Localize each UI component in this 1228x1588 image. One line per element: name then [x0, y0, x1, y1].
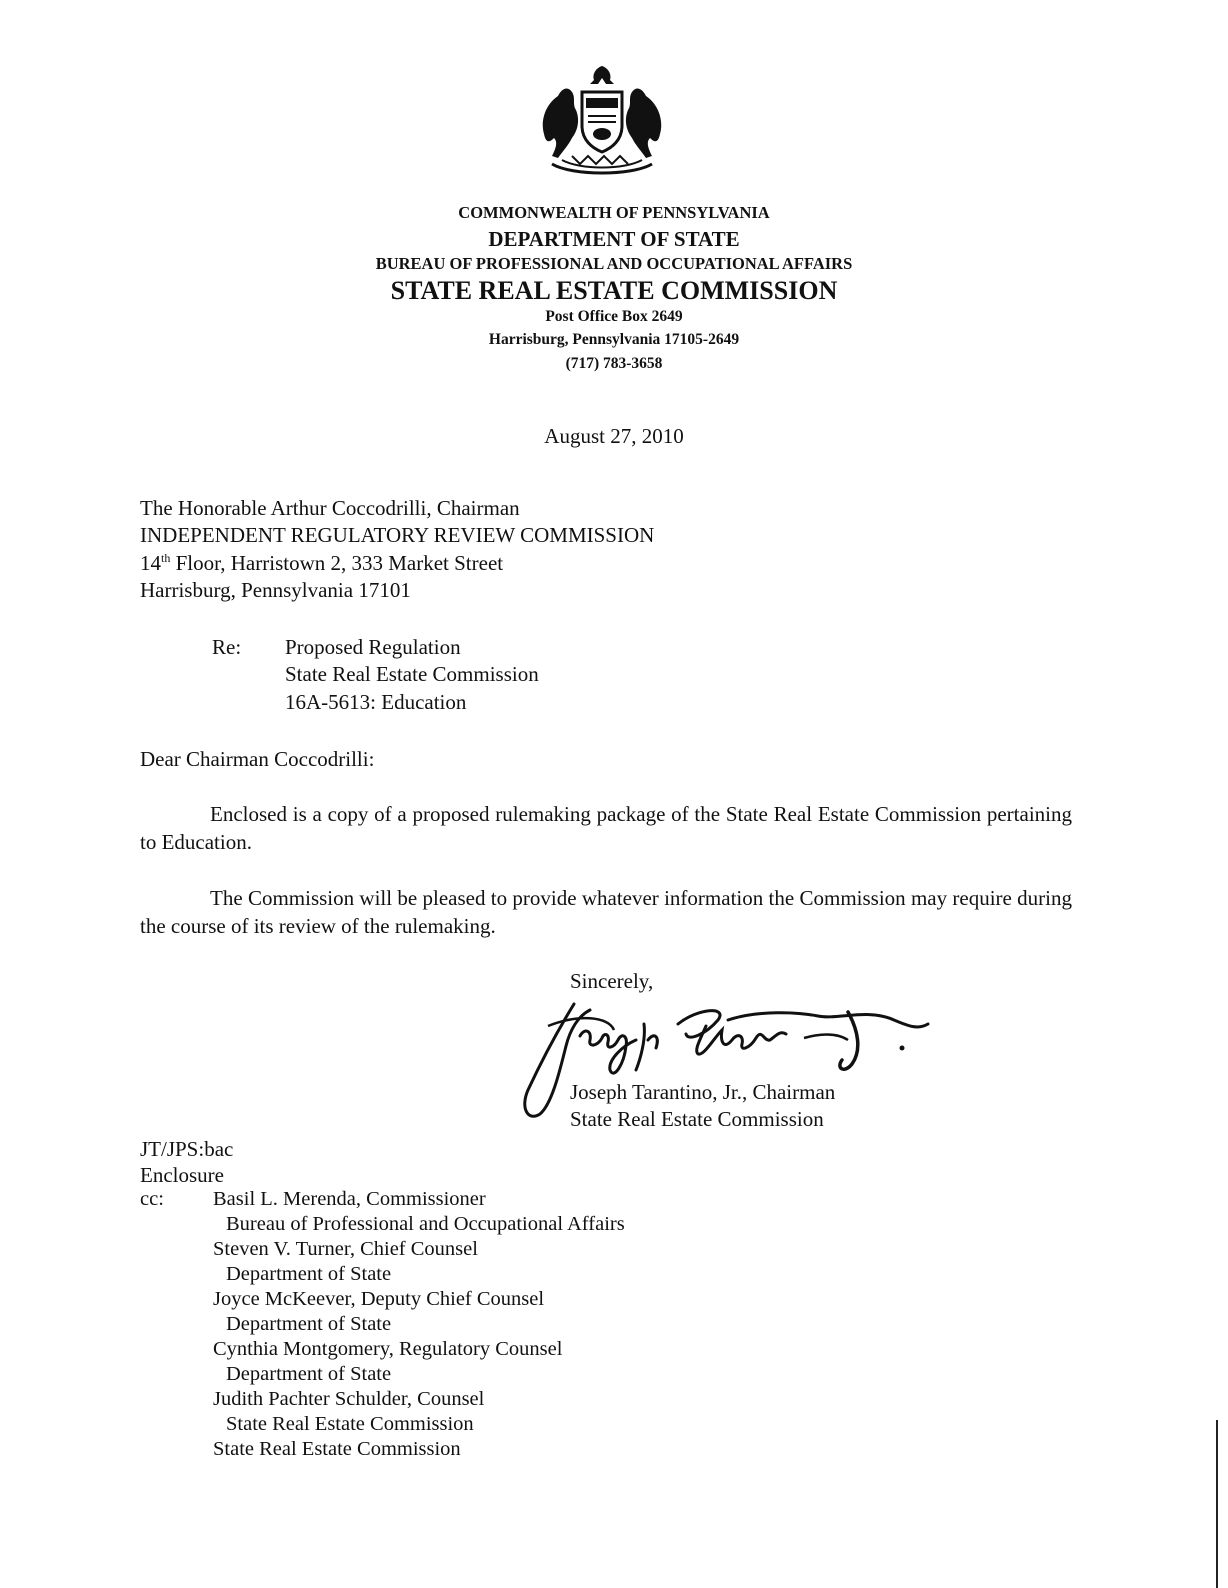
letterhead-phone: (717) 783-3658 [565, 355, 663, 372]
re-line-3: 16A-5613: Education [285, 690, 467, 714]
body-paragraph-2 [140, 884, 1072, 940]
closing: Sincerely, [570, 969, 654, 993]
signer-title: State Real Estate Commission [570, 1107, 824, 1131]
cc-org: Department of State [226, 1263, 392, 1285]
cc-org: Department of State [226, 1363, 392, 1385]
cc-name: Judith Pachter Schulder, Counsel [213, 1388, 485, 1410]
re-line-2: State Real Estate Commission [285, 662, 539, 686]
letter-date: August 27, 2010 [544, 424, 684, 448]
cc-last: State Real Estate Commission [213, 1438, 461, 1460]
re-line-1: Proposed Regulation [285, 635, 461, 659]
signer-name: Joseph Tarantino, Jr., Chairman [570, 1080, 836, 1104]
letterhead-commission: STATE REAL ESTATE COMMISSION [390, 276, 838, 305]
recipient-city: Harrisburg, Pennsylvania 17101 [140, 578, 411, 602]
recipient-address [140, 549, 503, 577]
address-superscript: th [161, 551, 171, 565]
address-number: 14 [140, 551, 161, 575]
body-paragraph-1 [140, 800, 1072, 856]
letterhead-po-box: Post Office Box 2649 [545, 308, 683, 325]
letterhead-department: DEPARTMENT OF STATE [488, 227, 740, 251]
letterhead-city: Harrisburg, Pennsylvania 17105-2649 [488, 331, 740, 348]
scan-edge-line [1216, 1420, 1218, 1588]
letterhead-commonwealth: COMMONWEALTH OF PENNSYLVANIA [458, 203, 770, 222]
typist-initials: JT/JPS:bac [140, 1137, 234, 1161]
cc-name: Steven V. Turner, Chief Counsel [213, 1238, 478, 1260]
address-street: Floor, Harristown 2, 333 Market Street [170, 551, 504, 575]
cc-name: Cynthia Montgomery, Regulatory Counsel [213, 1338, 563, 1360]
cc-label: cc: [140, 1188, 164, 1210]
cc-name: Joyce McKeever, Deputy Chief Counsel [213, 1288, 545, 1310]
cc-list [213, 1187, 625, 1462]
letterhead-bureau: BUREAU OF PROFESSIONAL AND OCCUPATIONAL AFFAIRS [375, 254, 853, 273]
recipient-name: The Honorable Arthur Coccodrilli, Chairman [140, 496, 520, 520]
cc-org: State Real Estate Commission [226, 1413, 474, 1435]
paragraph-1-text: Enclosed is a copy of a proposed rulemaking package of the State Real Estate Commission pertaining to Education. [140, 802, 1072, 854]
cc-org: Bureau of Professional and Occupational Affairs [226, 1213, 625, 1235]
enclosure-note: Enclosure [140, 1163, 224, 1187]
pennsylvania-seal-icon [532, 64, 672, 182]
cc-org: Department of State [226, 1313, 392, 1335]
cc-name: Basil L. Merenda, Commissioner [213, 1188, 486, 1210]
salutation: Dear Chairman Coccodrilli: [140, 747, 375, 771]
paragraph-2-text: The Commission will be pleased to provide whatever information the Commission may require during the course of its review of the rulemaking. [140, 886, 1072, 938]
re-label: Re: [212, 635, 242, 659]
recipient-org: INDEPENDENT REGULATORY REVIEW COMMISSION [140, 523, 655, 547]
